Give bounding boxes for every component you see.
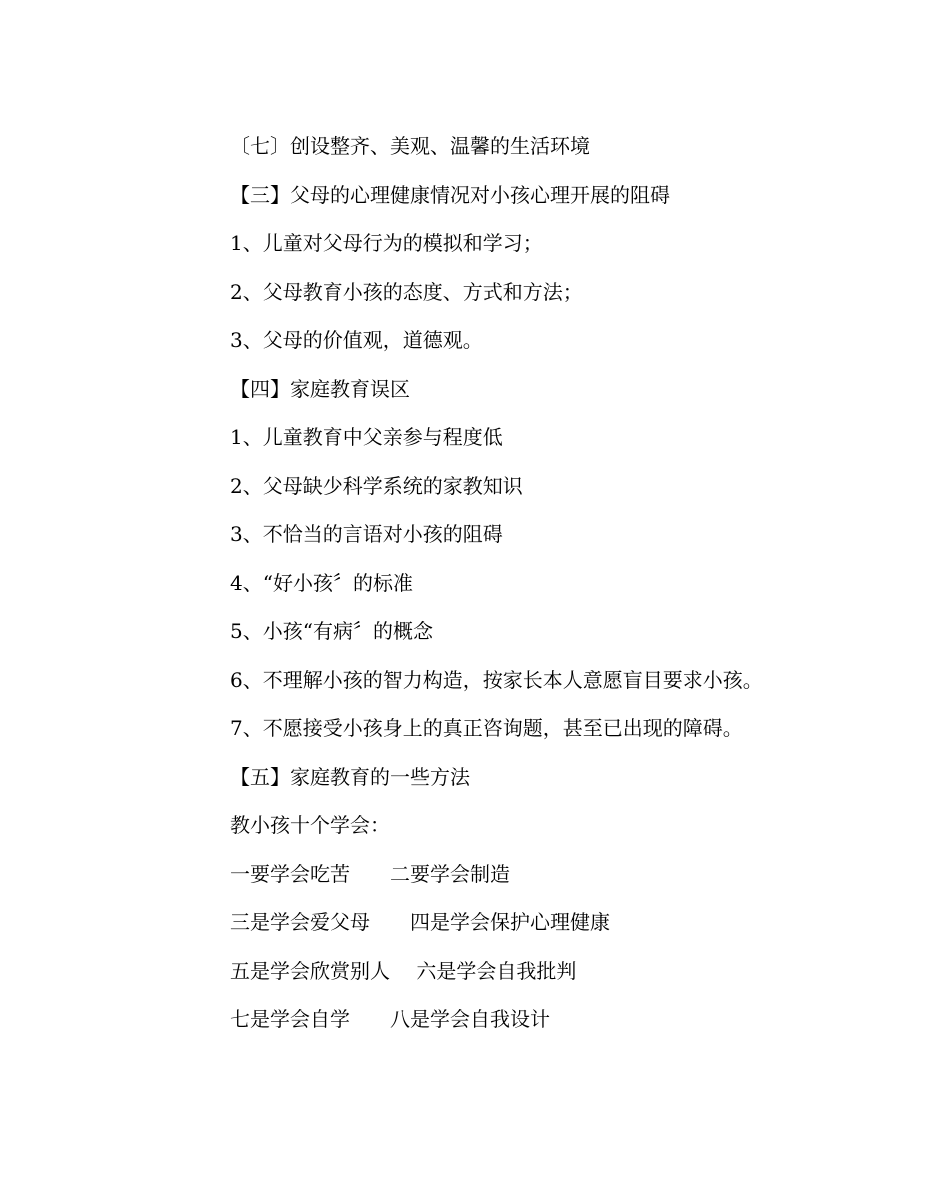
section-four-item-1: 1、儿童教育中父亲参与程度低 bbox=[230, 425, 503, 449]
section-three-item-1: 1、儿童对父母行为的模拟和学习； bbox=[230, 231, 543, 255]
section-four-item-5: 5、小孩“有病〞的概念 bbox=[230, 619, 433, 643]
skills-row-2: 三是学会爱父母 四是学会保护心理健康 bbox=[230, 910, 610, 934]
section-four-item-7: 7、不愿接受小孩身上的真正咨询题，甚至已出现的障碍。 bbox=[230, 716, 743, 740]
section-four-item-4: 4、“好小孩〞的标准 bbox=[230, 571, 413, 595]
section-five-heading: 【五】家庭教育的一些方法 bbox=[230, 765, 470, 789]
section-four-item-6: 6、不理解小孩的智力构造，按家长本人意愿盲目要求小孩。 bbox=[230, 668, 763, 692]
section-four-heading: 【四】家庭教育误区 bbox=[230, 377, 410, 401]
skills-row-1: 一要学会吃苦 二要学会制造 bbox=[230, 862, 510, 886]
skills-row-3: 五是学会欣赏别人 六是学会自我批判 bbox=[230, 959, 577, 983]
ten-skills-intro: 教小孩十个学会： bbox=[230, 813, 390, 837]
section-three-heading: 【三】父母的心理健康情况对小孩心理开展的阻碍 bbox=[230, 183, 670, 207]
section-three-item-2: 2、父母教育小孩的态度、方式和方法； bbox=[230, 280, 583, 304]
skills-row-4: 七是学会自学 八是学会自我设计 bbox=[230, 1007, 550, 1031]
section-three-item-3: 3、父母的价值观，道德观。 bbox=[230, 328, 483, 352]
section-four-item-3: 3、不恰当的言语对小孩的阻碍 bbox=[230, 522, 503, 546]
item-seven-environment: 〔七〕创设整齐、美观、温馨的生活环境 bbox=[230, 134, 590, 158]
section-four-item-2: 2、父母缺少科学系统的家教知识 bbox=[230, 474, 523, 498]
